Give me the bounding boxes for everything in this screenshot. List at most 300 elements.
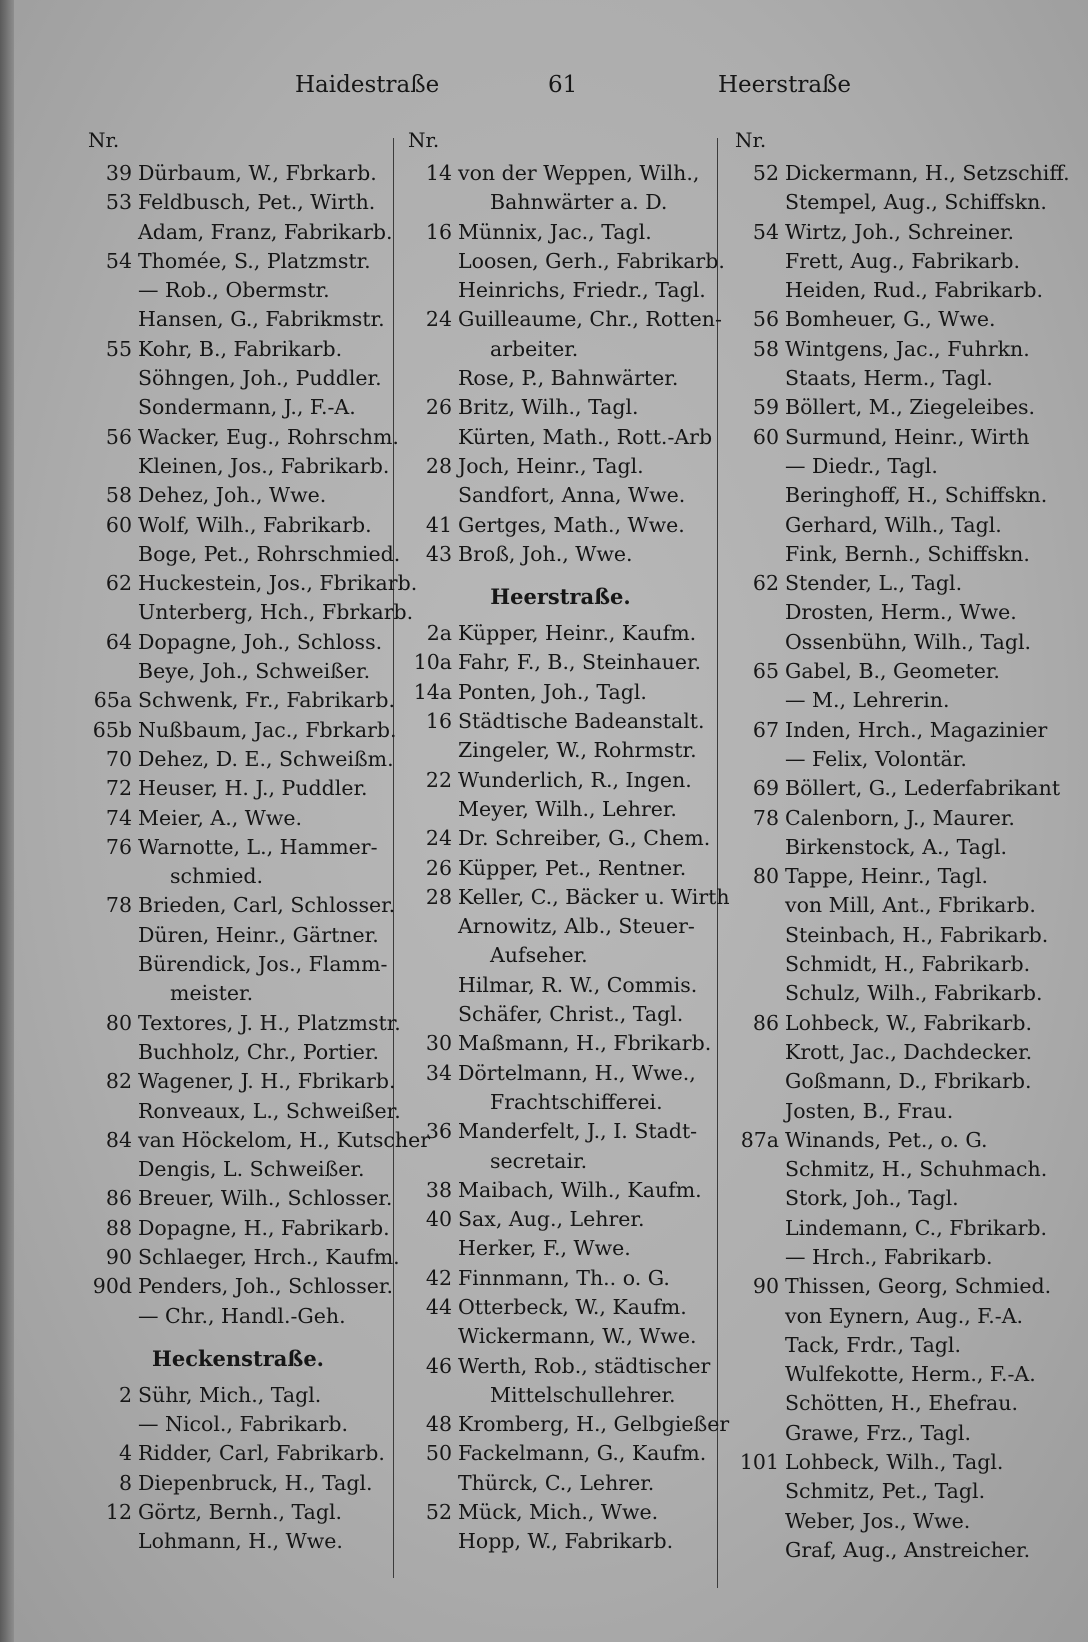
directory-entry (408, 619, 713, 648)
directory-entry (408, 648, 713, 677)
directory-entry (88, 1302, 388, 1331)
directory-entry (408, 452, 713, 481)
house-number: 84 (105, 1127, 132, 1152)
resident-entry: Josten, B., Frau. (785, 1098, 954, 1123)
resident-entry: Böllert, M., Ziegeleibes. (785, 395, 1035, 420)
directory-entry (88, 1469, 388, 1498)
nr-label: Nr. (735, 128, 767, 152)
resident-entry: Wintgens, Jac., Fuhrkn. (785, 336, 1030, 361)
resident-entry: Winands, Pet., o. G. (785, 1127, 988, 1152)
directory-entry (408, 1469, 713, 1498)
resident-entry: Wolf, Wilh., Fabrikarb. (138, 512, 372, 537)
resident-entry: von der Weppen, Wilh., (458, 161, 700, 185)
resident-entry: Keller, C., Bäcker u. Wirth (458, 884, 730, 909)
resident-entry: Böllert, G., Lederfabrikant (785, 776, 1061, 801)
directory-entry (88, 1009, 401, 1038)
resident-entry: Fink, Bernh., Schiffskn. (785, 541, 1030, 566)
resident-entry: Tappe, Heinr., Tagl. (785, 864, 989, 889)
directory-entry (408, 481, 713, 510)
house-number: 14 (425, 161, 452, 185)
directory-entry (408, 393, 713, 422)
column-1-entries-2 (88, 1381, 388, 1557)
resident-entry: Huckestein, Jos., Fbrikarb. (138, 571, 418, 596)
directory-entry (408, 1147, 713, 1176)
house-number: 90d (92, 1274, 132, 1299)
resident-entry: Heuser, H. J., Puddler. (138, 776, 368, 801)
house-number: 4 (118, 1441, 132, 1466)
directory-entry (88, 657, 388, 686)
resident-entry: Krott, Jac., Dachdecker. (785, 1039, 1033, 1064)
resident-entry: Schmitz, H., Schuhmach. (785, 1157, 1048, 1182)
resident-entry: Görtz, Bernh., Tagl. (138, 1500, 343, 1525)
column-divider-2 (717, 138, 718, 1588)
house-number: 41 (425, 512, 452, 537)
directory-entry (735, 481, 1048, 510)
house-number: 65 (752, 659, 779, 684)
resident-entry: Weber, Jos., Wwe. (785, 1508, 971, 1533)
house-number: 72 (105, 776, 132, 801)
resident-entry: Kromberg, H., Gelbgießer (458, 1412, 730, 1437)
house-number: 54 (752, 219, 779, 244)
house-number: 34 (425, 1060, 452, 1085)
resident-entry: von Eynern, Aug., F.-A. (785, 1303, 1024, 1328)
directory-entry (735, 159, 1070, 188)
directory-entry (408, 1439, 713, 1468)
resident-entry: Dehez, D. E., Schweißm. (138, 746, 394, 771)
directory-entry (735, 891, 1040, 920)
directory-entry (735, 1477, 1040, 1506)
resident-entry: Schwenk, Fr., Fabrikarb. (138, 688, 396, 713)
house-number: 58 (752, 336, 779, 361)
resident-entry: Mück, Mich., Wwe. (458, 1500, 659, 1525)
directory-entry (408, 423, 713, 452)
house-number: 46 (425, 1353, 452, 1378)
directory-entry (735, 628, 1040, 657)
directory-entry (408, 678, 713, 707)
directory-entry (408, 335, 713, 364)
resident-entry: — Chr., Handl.-Geh. (138, 1303, 346, 1328)
house-number: 52 (425, 1500, 452, 1525)
directory-entry (735, 1507, 1040, 1536)
directory-entry (408, 1352, 713, 1381)
resident-entry: — Felix, Volontär. (785, 746, 967, 771)
directory-entry (88, 774, 388, 803)
directory-entry (88, 598, 414, 627)
resident-entry: Maßmann, H., Fbrikarb. (458, 1031, 712, 1056)
directory-entry (735, 1536, 1040, 1565)
directory-entry (408, 1527, 713, 1556)
directory-entry (735, 1419, 1040, 1448)
directory-entry (88, 686, 396, 715)
resident-entry: Graf, Aug., Anstreicher. (785, 1537, 1031, 1562)
directory-entry (88, 950, 388, 979)
house-number: 26 (425, 855, 452, 880)
house-number: 64 (105, 629, 132, 654)
resident-entry: Birkenstock, A., Tagl. (785, 834, 1008, 859)
house-number: 90 (752, 1274, 779, 1299)
directory-entry (735, 686, 1040, 715)
house-number: 43 (425, 541, 452, 566)
resident-entry: Meyer, Wilh., Lehrer. (458, 796, 677, 821)
directory-entry (88, 569, 418, 598)
resident-entry: meister. (170, 981, 254, 1006)
directory-entry (88, 335, 388, 364)
header-left-street: Haidestraße (295, 72, 440, 98)
street-heading-heerstrasse: Heerstraße. (490, 584, 631, 610)
resident-entry: Wulfekotte, Herm., F.-A. (785, 1362, 1036, 1387)
resident-entry: schmied. (170, 864, 263, 889)
directory-entry (88, 1272, 393, 1301)
directory-entry (88, 393, 388, 422)
house-number: 24 (425, 307, 452, 332)
directory-entry (735, 423, 1040, 452)
resident-entry: Arnowitz, Alb., Steuer- (458, 914, 695, 939)
directory-entry (88, 188, 388, 217)
directory-entry (735, 1360, 1040, 1389)
resident-entry: Goßmann, D., Fbrikarb. (785, 1069, 1032, 1094)
street-heading-heckenstrasse: Heckenstraße. (152, 1345, 324, 1371)
house-number: 87a (740, 1127, 779, 1152)
resident-entry: Surmund, Heinr., Wirth (785, 424, 1030, 449)
directory-entry (735, 1448, 1040, 1477)
house-number: 24 (425, 826, 452, 851)
directory-entry (735, 745, 1040, 774)
nr-label: Nr. (88, 128, 120, 152)
house-number: 74 (105, 805, 132, 830)
directory-entry (735, 1214, 1048, 1243)
directory-entry (88, 1214, 388, 1243)
resident-entry: Bomheuer, G., Wwe. (785, 307, 996, 332)
resident-entry: Loosen, Gerh., Fabrikarb. (458, 248, 725, 273)
house-number: 50 (425, 1441, 452, 1466)
directory-entry (735, 950, 1040, 979)
resident-entry: Bahnwärter a. D. (490, 190, 668, 215)
resident-entry: Hilmar, R. W., Commis. (458, 972, 698, 997)
resident-entry: Schmitz, Pet., Tagl. (785, 1479, 986, 1504)
directory-entry (735, 1272, 1052, 1301)
directory-entry (735, 774, 1061, 803)
house-number: 62 (752, 571, 779, 596)
directory-entry (735, 833, 1040, 862)
resident-entry: van Höckelom, H., Kutscher (138, 1127, 431, 1152)
directory-entry (735, 862, 1040, 891)
column-divider-1 (393, 138, 394, 1578)
resident-entry: Wirtz, Joh., Schreiner. (785, 219, 1015, 244)
resident-entry: Söhngen, Joh., Puddler. (138, 366, 382, 391)
book-binding-edge (0, 0, 14, 1642)
directory-entry (408, 276, 713, 305)
directory-entry (408, 912, 713, 941)
directory-entry (735, 921, 1049, 950)
resident-entry: — Nicol., Fabrikarb. (138, 1412, 349, 1437)
resident-entry: von Mill, Ant., Fbrikarb. (785, 893, 1036, 918)
directory-entry (735, 1009, 1040, 1038)
resident-entry: Unterberg, Hch., Fbrkarb. (138, 600, 414, 625)
directory-entry (88, 979, 388, 1008)
directory-entry (88, 511, 388, 540)
directory-entry (735, 598, 1040, 627)
resident-entry: Ossenbühn, Wilh., Tagl. (785, 629, 1032, 654)
house-number: 60 (105, 512, 132, 537)
resident-entry: Buchholz, Chr., Portier. (138, 1039, 379, 1064)
directory-entry (88, 921, 388, 950)
house-number: 67 (752, 717, 779, 742)
house-number: 52 (752, 161, 779, 185)
resident-entry: Küpper, Pet., Rentner. (458, 855, 687, 880)
directory-entry (735, 1038, 1040, 1067)
resident-entry: Stender, L., Tagl. (785, 571, 963, 596)
directory-entry (735, 364, 1040, 393)
directory-entry (735, 716, 1048, 745)
directory-entry (408, 1088, 713, 1117)
directory-entry (88, 833, 388, 862)
directory-entry (408, 1059, 713, 1088)
directory-entry (88, 423, 399, 452)
house-number: 12 (105, 1500, 132, 1525)
house-number: 60 (752, 424, 779, 449)
column-1-entries (88, 159, 431, 1331)
directory-entry (735, 1097, 1040, 1126)
resident-entry: Kürten, Math., Rott.-Arb (458, 424, 713, 449)
resident-entry: Drosten, Herm., Wwe. (785, 600, 1017, 625)
directory-entry (88, 1410, 388, 1439)
house-number: 56 (752, 307, 779, 332)
house-number: 42 (425, 1265, 452, 1290)
directory-entry (735, 393, 1040, 422)
resident-entry: Sandfort, Anna, Wwe. (458, 483, 686, 508)
house-number: 82 (105, 1069, 132, 1094)
directory-entry (408, 1322, 713, 1351)
directory-entry (735, 218, 1040, 247)
directory-entry (408, 305, 722, 334)
page-number: 61 (548, 72, 578, 98)
house-number: 70 (105, 746, 132, 771)
directory-entry (88, 1067, 396, 1096)
resident-entry: Beye, Joh., Schweißer. (138, 659, 371, 684)
directory-entry (408, 883, 730, 912)
resident-entry: Wagener, J. H., Fbrikarb. (138, 1069, 396, 1094)
directory-entry (88, 364, 388, 393)
directory-entry (735, 1184, 1040, 1213)
house-number: 55 (105, 336, 132, 361)
directory-entry (88, 628, 388, 657)
resident-entry: Herker, F., Wwe. (458, 1236, 631, 1261)
header-right-street: Heerstraße (718, 72, 852, 98)
directory-entry (408, 1000, 713, 1029)
house-number: 39 (105, 161, 132, 185)
house-number: 8 (118, 1470, 132, 1495)
resident-entry: — Rob., Obermstr. (138, 278, 330, 303)
house-number: 48 (425, 1412, 452, 1437)
directory-entry (408, 1381, 713, 1410)
house-number: 65a (93, 688, 132, 713)
house-number: 78 (752, 805, 779, 830)
house-number: 38 (425, 1177, 452, 1202)
resident-entry: Thissen, Georg, Schmied. (785, 1274, 1052, 1299)
house-number: 56 (105, 424, 132, 449)
resident-entry: Beringhoff, H., Schiffskn. (785, 483, 1048, 508)
resident-entry: Lohbeck, W., Fabrikarb. (785, 1010, 1033, 1035)
resident-entry: Schmidt, H., Fabrikarb. (785, 952, 1031, 977)
house-number: 69 (752, 776, 779, 801)
house-number: 2 (118, 1382, 132, 1407)
house-number: 80 (105, 1010, 132, 1035)
directory-entry (735, 657, 1040, 686)
nr-label: Nr. (408, 128, 440, 152)
resident-entry: Werth, Rob., städtischer (458, 1353, 711, 1378)
directory-entry (735, 540, 1040, 569)
column-2-entries (408, 159, 725, 569)
resident-entry: Finnmann, Th.. o. G. (458, 1265, 670, 1290)
resident-entry: secretair. (490, 1148, 588, 1173)
directory-entry (735, 1331, 1040, 1360)
resident-entry: Dr. Schreiber, G., Chem. (458, 826, 711, 851)
directory-entry (735, 305, 1040, 334)
house-number: 53 (105, 190, 132, 215)
directory-entry (408, 707, 713, 736)
resident-entry: Ronveaux, L., Schweißer. (138, 1098, 401, 1123)
directory-entry (408, 540, 713, 569)
directory-entry (88, 1097, 401, 1126)
directory-entry (88, 481, 388, 510)
resident-entry: Feldbusch, Pet., Wirth. (138, 190, 376, 215)
directory-entry (88, 159, 388, 188)
directory-entry (408, 1234, 713, 1263)
directory-entry (88, 1155, 388, 1184)
resident-entry: Dopagne, Joh., Schloss. (138, 629, 383, 654)
resident-entry: Gabel, B., Geometer. (785, 659, 1000, 684)
resident-entry: Penders, Joh., Schlosser. (138, 1274, 393, 1299)
column-2-entries-2 (408, 619, 730, 1557)
directory-entry (88, 1381, 388, 1410)
resident-entry: Dehez, Joh., Wwe. (138, 483, 327, 508)
resident-entry: Heinrichs, Friedr., Tagl. (458, 278, 706, 303)
directory-entry (735, 1243, 1040, 1272)
directory-entry (408, 1498, 713, 1527)
directory-entry (735, 452, 1040, 481)
directory-entry (408, 1264, 713, 1293)
resident-entry: Hansen, G., Fabrikmstr. (138, 307, 385, 332)
house-number: 58 (105, 483, 132, 508)
resident-entry: Aufseher. (490, 943, 588, 968)
resident-entry: Schäfer, Christ., Tagl. (458, 1002, 684, 1027)
house-number: 54 (105, 248, 132, 273)
resident-entry: Adam, Franz, Fabrikarb. (138, 219, 393, 244)
house-number: 88 (105, 1215, 132, 1240)
column-3-entries (735, 159, 1070, 1565)
resident-entry: Bürendick, Jos., Flamm- (138, 952, 388, 977)
resident-entry: Meier, A., Wwe. (138, 805, 303, 830)
resident-entry: Sondermann, J., F.-A. (138, 395, 356, 420)
resident-entry: Inden, Hrch., Magazinier (785, 717, 1048, 742)
directory-entry (88, 804, 388, 833)
resident-entry: Dengis, L. Schweißer. (138, 1157, 365, 1182)
resident-entry: Stork, Joh., Tagl. (785, 1186, 959, 1211)
directory-entry (88, 891, 396, 920)
resident-entry: Otterbeck, W., Kaufm. (458, 1294, 687, 1319)
resident-entry: Wickermann, W., Wwe. (458, 1324, 697, 1349)
house-number: 44 (425, 1294, 452, 1319)
resident-entry: Brieden, Carl, Schlosser. (138, 893, 396, 918)
directory-entry (735, 335, 1040, 364)
house-number: 16 (425, 709, 452, 734)
house-number: 16 (425, 219, 452, 244)
house-number: 62 (105, 571, 132, 596)
resident-entry: Tack, Frdr., Tagl. (785, 1332, 961, 1357)
directory-entry (408, 795, 713, 824)
directory-entry (88, 218, 393, 247)
resident-entry: Calenborn, J., Maurer. (785, 805, 1015, 830)
house-number: 30 (425, 1031, 452, 1056)
directory-entry (88, 540, 401, 569)
directory-entry (735, 1389, 1040, 1418)
resident-entry: Hopp, W., Fabrikarb. (458, 1529, 674, 1554)
directory-entry (408, 1029, 713, 1058)
house-number: 101 (739, 1450, 779, 1475)
directory-entry (88, 1527, 388, 1556)
resident-entry: Boge, Pet., Rohrschmied. (138, 541, 401, 566)
directory-entry (88, 1498, 388, 1527)
resident-entry: Wunderlich, R., Ingen. (458, 767, 692, 792)
resident-entry: Frett, Aug., Fabrikarb. (785, 248, 1020, 273)
resident-entry: Münnix, Jac., Tagl. (458, 219, 652, 244)
resident-entry: Dürbaum, W., Fbrkarb. (138, 161, 377, 185)
resident-entry: Joch, Heinr., Tagl. (458, 453, 644, 478)
resident-entry: Mittelschullehrer. (490, 1382, 676, 1407)
directory-entry (408, 511, 713, 540)
resident-entry: Zingeler, W., Rohrmstr. (458, 738, 697, 763)
resident-entry: Lindemann, C., Fbrikarb. (785, 1215, 1048, 1240)
resident-entry: Staats, Herm., Tagl. (785, 366, 993, 391)
house-number: 28 (425, 453, 452, 478)
directory-entry (408, 188, 713, 217)
resident-entry: Gertges, Math., Wwe. (458, 512, 685, 537)
resident-entry: Ridder, Carl, Fabrikarb. (138, 1441, 385, 1466)
directory-entry (735, 1067, 1040, 1096)
resident-entry: — Diedr., Tagl. (785, 453, 938, 478)
resident-entry: Ponten, Joh., Tagl. (458, 679, 647, 704)
column-2 (408, 126, 730, 1557)
directory-entry (88, 276, 388, 305)
resident-entry: Broß, Joh., Wwe. (458, 541, 633, 566)
resident-entry: Fahr, F., B., Steinhauer. (458, 650, 702, 675)
resident-entry: Grawe, Frz., Tagl. (785, 1420, 971, 1445)
house-number: 14a (413, 679, 452, 704)
directory-entry (88, 716, 397, 745)
resident-entry: Sax, Aug., Lehrer. (458, 1207, 645, 1232)
directory-entry (408, 247, 725, 276)
house-number: 10a (413, 650, 452, 675)
house-number: 86 (105, 1186, 132, 1211)
house-number: 59 (752, 395, 779, 420)
page-header (0, 66, 1088, 106)
resident-entry: Schötten, H., Ehefrau. (785, 1391, 1018, 1416)
resident-entry: Frachtschifferei. (490, 1089, 663, 1114)
resident-entry: Dickermann, H., Setzschiff. (785, 161, 1070, 185)
directory-entry (735, 276, 1043, 305)
column-1 (88, 126, 431, 1557)
house-number: 65b (92, 717, 132, 742)
resident-entry: Diepenbruck, H., Tagl. (138, 1470, 373, 1495)
resident-entry: Fackelmann, G., Kaufm. (458, 1441, 707, 1466)
resident-entry: Dörtelmann, H., Wwe., (458, 1060, 696, 1085)
resident-entry: arbeiter. (490, 336, 579, 361)
directory-entry (408, 1205, 713, 1234)
directory-entry (735, 247, 1040, 276)
directory-entry (735, 1302, 1040, 1331)
directory-entry (88, 247, 388, 276)
resident-entry: — M., Lehrerin. (785, 688, 950, 713)
